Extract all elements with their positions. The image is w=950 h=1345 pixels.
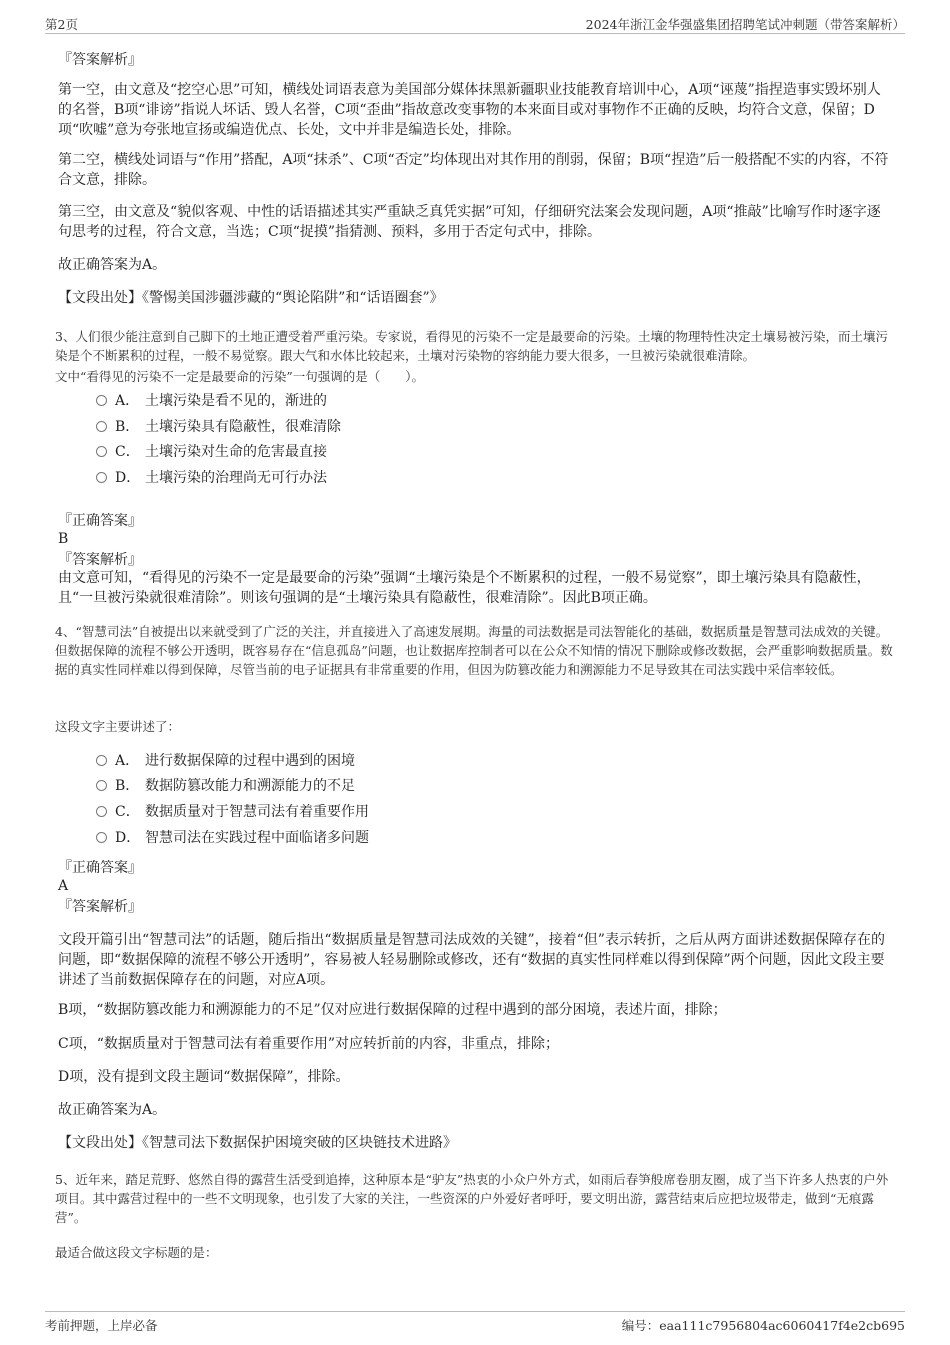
q5-stem: 5、近年来，踏足荒野、悠然自得的露营生活受到追捧，这种原本是“驴友”热衷的小众户外方式，如雨后春笋般席卷朋友圈，成了当下许多人热衷的户外项目。其中露营过程中的一些不文明现象，也引发了大家的关注，一些资深的户外爱好者呼吁，要文明出游，露营结束后应把垃圾带走，做到“无痕露营”。 <box>55 1172 889 1225</box>
q3-option-c[interactable] <box>96 441 327 463</box>
q4-stem: 4、“智慧司法”自被提出以来就受到了广泛的关注，并直接进入了高速发展期。海量的司法数据是司法智能化的基础，数据质量是智慧司法成效的关键。但数据保障的流程不够公开透明，既容易存在“信息孤岛”问题，也让数据库控制者可以在公众不知情的情况下删除或修改数据，会严重影响数据质量。数据的真实性同样难以得到保障，尽管当前的电子证据具有非常重要的作用，但因为防篡改能力和溯源能力不足导致其在司法实践中采信率较低。 <box>55 624 893 677</box>
q2-source: 【文段出处】《警惕美国涉疆涉藏的“舆论陷阱”和“话语圈套”》 <box>58 290 444 306</box>
q2-analysis-label: 『答案解析』 <box>58 52 142 68</box>
q4-option-a[interactable] <box>96 750 355 772</box>
q3-option-b[interactable] <box>96 416 341 438</box>
q4-source: 【文段出处】《智慧司法下数据保护困境突破的区块链技术进路》 <box>58 1135 457 1151</box>
q4-answer-label: 『正确答案』 <box>58 860 142 876</box>
q4-analysis-p3: C项，“数据质量对于智慧司法有着重要作用”对应转折前的内容，非重点，排除； <box>58 1036 560 1052</box>
q3-analysis: 由文意可知，“看得见的污染不一定是最要命的污染”强调“土壤污染是个不断累积的过程，一般不易觉察”，即土壤污染具有隐蔽性，且“一旦被污染就很难清除”。则该句强调的是“土壤污染具有隐蔽性，很难清除”。因此B项正确。 <box>58 570 871 606</box>
q2-analysis-p1: 第一空，由文意及“挖空心思”可知，横线处词语表意为美国部分媒体抹黑新疆职业技能教育培训中心，A项“诬蔑”指捏造事实毁坏别人的名誉，B项“诽谤”指说人坏话、毁人名誉，C项“歪曲”指故意改变事物的本来面目或对事物作不正确的反映，均符合文意，保留；D项“吹嘘”意为夸张地宣扬或编造优点、长处，文中并非是编造长处，排除。 <box>58 82 881 138</box>
footer-slogan: 考前押题，上岸必备 <box>45 1318 158 1333</box>
q3-stem: 3、人们很少能注意到自己脚下的土地正遭受着严重污染。专家说，看得见的污染不一定是最要命的污染。土壤的物理特性决定土壤易被污染，而土壤污染是个不断累积的过程，一般不易觉察。跟大气和水体比较起来，土壤对污染物的容纳能力要大很多，一旦被污染就很难清除。 <box>55 329 888 363</box>
q3-option-d[interactable] <box>96 467 327 489</box>
q4-conclusion: 故正确答案为A。 <box>58 1102 167 1118</box>
option-key: A． <box>115 753 140 769</box>
page-header <box>45 13 905 34</box>
q2-analysis-p2: 第二空，横线处词语与“作用”搭配，A项“抹杀”、C项“否定”均体现出对其作用的削弱，保留；B项“捏造”后一般搭配不实的内容，不符合文意，排除。 <box>58 152 889 188</box>
q3-option-a[interactable] <box>96 390 327 412</box>
option-text: 土壤污染是看不见的，渐进的 <box>145 393 327 409</box>
footer-code-value: eaa111c7956804ac6060417f4e2cb695 <box>659 1318 905 1333</box>
q4-analysis-p2: B项，“数据防篡改能力和溯源能力的不足”仅对应进行数据保障的过程中遇到的部分困境，表述片面，排除； <box>58 1002 727 1018</box>
radio-icon[interactable] <box>96 780 107 791</box>
option-key: D． <box>115 830 141 846</box>
q3-question: 文中“看得见的污染不一定是最要命的污染”一句强调的是（ ）。 <box>55 369 425 384</box>
radio-icon[interactable] <box>96 832 107 843</box>
option-key: B． <box>115 419 140 435</box>
q3-analysis-label: 『答案解析』 <box>58 552 142 568</box>
option-key: C． <box>115 444 140 460</box>
radio-icon[interactable] <box>96 755 107 766</box>
option-key: B． <box>115 778 140 794</box>
q4-option-c[interactable] <box>96 801 369 823</box>
q2-conclusion: 故正确答案为A。 <box>58 257 167 273</box>
q3-answer: B <box>58 531 69 547</box>
q4-analysis-label: 『答案解析』 <box>58 899 142 915</box>
q4-answer: A <box>58 878 69 894</box>
option-text: 土壤污染具有隐蔽性，很难清除 <box>145 419 341 435</box>
option-text: 数据防篡改能力和溯源能力的不足 <box>145 778 355 794</box>
page-number: 第2页 <box>45 17 78 32</box>
q4-analysis-p4: D项，没有提到文段主题词“数据保障”，排除。 <box>58 1069 350 1085</box>
q5-question: 最适合做这段文字标题的是： <box>55 1245 218 1260</box>
radio-icon[interactable] <box>96 446 107 457</box>
option-text: 智慧司法在实践过程中面临诸多问题 <box>145 830 369 846</box>
radio-icon[interactable] <box>96 395 107 406</box>
page-footer <box>45 1311 905 1334</box>
radio-icon[interactable] <box>96 472 107 483</box>
option-key: D． <box>115 470 141 486</box>
radio-icon[interactable] <box>96 806 107 817</box>
option-key: C． <box>115 804 140 820</box>
option-text: 土壤污染的治理尚无可行办法 <box>145 470 327 486</box>
footer-code-label: 编号： <box>621 1318 660 1333</box>
q4-option-d[interactable] <box>96 827 369 849</box>
q4-question: 这段文字主要讲述了： <box>55 719 181 734</box>
document-title: 2024年浙江金华强盛集团招聘笔试冲刺题（带答案解析） <box>585 17 905 32</box>
radio-icon[interactable] <box>96 421 107 432</box>
option-text: 数据质量对于智慧司法有着重要作用 <box>145 804 369 820</box>
option-text: 进行数据保障的过程中遇到的困境 <box>145 753 355 769</box>
q3-answer-label: 『正确答案』 <box>58 513 142 529</box>
q4-option-b[interactable] <box>96 775 355 797</box>
footer-code <box>622 1316 905 1334</box>
q4-analysis-p1: 文段开篇引出“智慧司法”的话题，随后指出“数据质量是智慧司法成效的关键”，接着“但”表示转折，之后从两方面讲述数据保障存在的问题，即“数据保障的流程不够公开透明”，容易被人轻易删除或修改，还有“数据的真实性同样难以得到保障”两个问题，因此文段主要讲述了当前数据保障存在的问题，对应A项。 <box>58 932 885 988</box>
option-key: A． <box>115 393 140 409</box>
q2-analysis-p3: 第三空，由文意及“貌似客观、中性的话语描述其实严重缺乏真凭实据”可知，仔细研究法案会发现问题，A项“推敲”比喻写作时逐字逐句思考的过程，符合文意，当选；C项“捉摸”指猜测、预料，多用于否定句式中，排除。 <box>58 204 881 240</box>
option-text: 土壤污染对生命的危害最直接 <box>145 444 327 460</box>
